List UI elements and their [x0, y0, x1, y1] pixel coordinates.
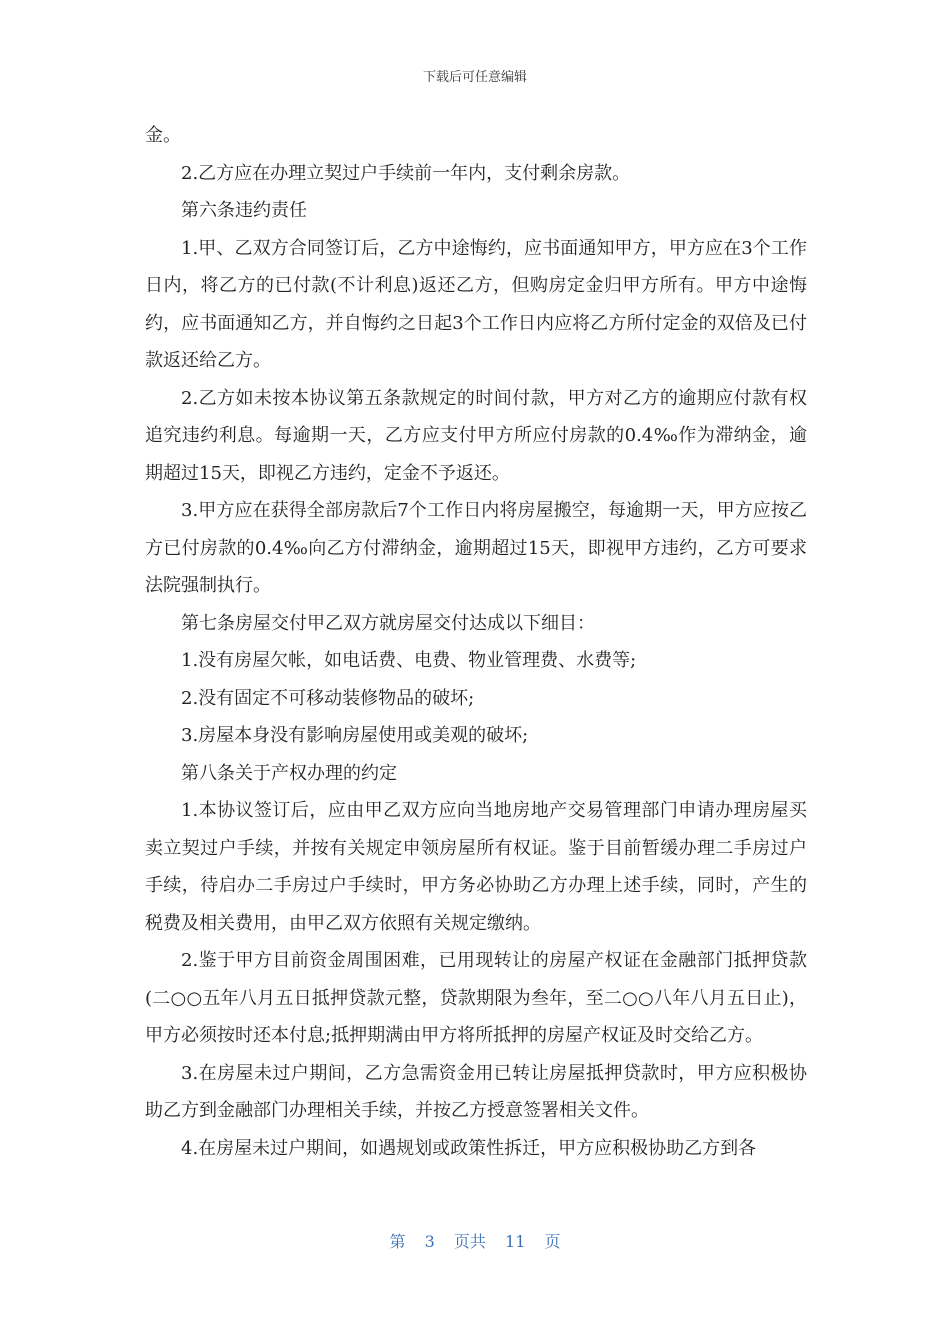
document-body: [145, 117, 807, 1167]
footer-middle: 页共: [453, 1232, 486, 1251]
paragraph: 1.甲、乙双方合同签订后，乙方中途悔约，应书面通知甲方，甲方应在3个工作日内，将乙方的已付款(不计利息)返还乙方，但购房定金归甲方所有。甲方中途悔约，应书面通知乙方，并自悔约之日起3个工作日内应将乙方所付定金的双倍及已付款返还给乙方。: [145, 237, 807, 371]
footer-page-number: 3: [424, 1232, 435, 1251]
paragraph: 4.在房屋未过户期间，如遇规划或政策性拆迁，甲方应积极协助乙方到各: [181, 1137, 757, 1159]
paragraph: 2.乙方如未按本协议第五条款规定的时间付款，甲方对乙方的逾期应付款有权追究违约利息。每逾期一天，乙方应支付甲方所应付房款的0.4‰作为滞纳金，逾期超过15天，即视乙方违约，定金不予返还。: [145, 387, 807, 484]
paragraph: 第八条关于产权办理的约定: [181, 762, 397, 784]
paragraph: 3.甲方应在获得全部房款后7个工作日内将房屋搬空，每逾期一天，甲方应按乙方已付房款的0.4‰向乙方付滞纳金，逾期超过15天，即视甲方违约，乙方可要求法院强制执行。: [145, 500, 807, 596]
paragraph: 第七条房屋交付甲乙双方就房屋交付达成以下细目：: [181, 612, 595, 634]
paragraph: 2.乙方应在办理立契过户手续前一年内，支付剩余房款。: [181, 162, 631, 184]
footer-suffix: 页: [544, 1232, 561, 1251]
paragraph: 第六条违约责任: [181, 200, 307, 221]
paragraph: 金。: [145, 125, 181, 146]
page-header: 下载后可任意编辑: [422, 70, 527, 85]
paragraph: 3.房屋本身没有影响房屋使用或美观的破坏;: [181, 725, 529, 746]
paragraph: 2.没有固定不可移动装修物品的破坏;: [181, 687, 475, 709]
paragraph: 3.在房屋未过户期间，乙方急需资金用已转让房屋抵押贷款时，甲方应积极协助乙方到金融部门办理相关手续，并按乙方授意签署相关文件。: [145, 1062, 807, 1121]
paragraph: 1.本协议签订后，应由甲乙双方应向当地房地产交易管理部门申请办理房屋买卖立契过户手续，并按有关规定申领房屋所有权证。鉴于目前暂缓办理二手房过户手续，待启办二手房过户手续时，甲方务必协助乙方办理上述手续，同时，产生的税费及相关费用，由甲乙双方依照有关规定缴纳。: [145, 800, 807, 934]
paragraph: 2.鉴于甲方目前资金周围困难，已用现转让的房屋产权证在金融部门抵押贷款(二○○五年八月五日抵押贷款元整，贷款期限为叁年，至二○○八年八月五日止)，甲方必须按时还本付息;抵押期满由甲方将所抵押的房屋产权证及时交给乙方。: [145, 950, 807, 1046]
paragraph: 1.没有房屋欠帐，如电话费、电费、物业管理费、水费等;: [181, 650, 637, 671]
footer-total-pages: 11: [505, 1232, 526, 1251]
page-footer: [0, 1229, 950, 1252]
footer-prefix: 第: [389, 1232, 406, 1251]
